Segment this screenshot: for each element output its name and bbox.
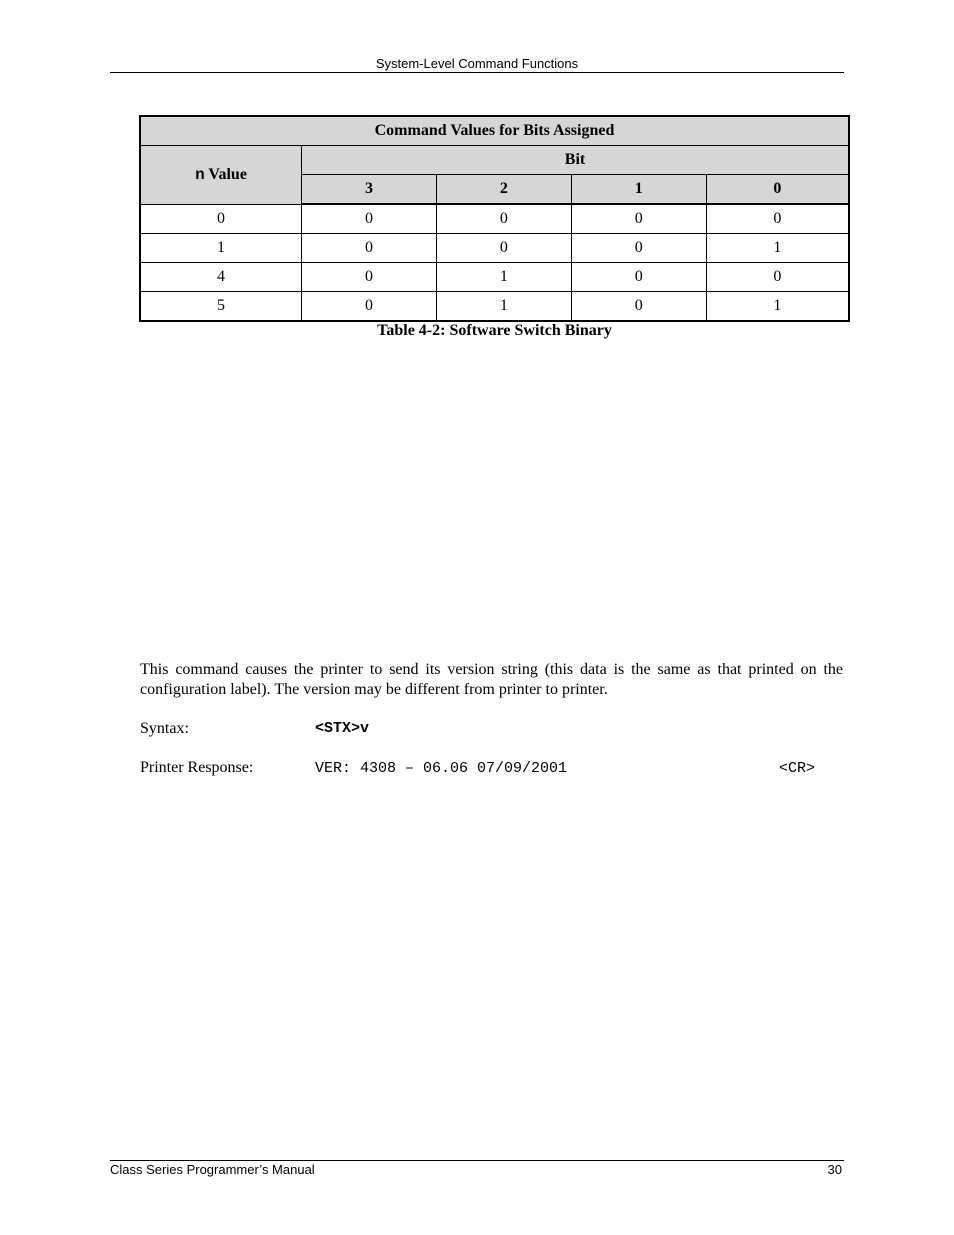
table-row (140, 204, 849, 234)
table-cell: 1 (140, 234, 302, 263)
table-row (140, 292, 849, 322)
table-cell: 0 (571, 204, 706, 234)
printer-response-value: VER: 4308 – 06.06 07/09/2001 (315, 760, 568, 777)
bit-header: Bit (302, 146, 850, 175)
syntax-value: <STX>v (315, 720, 370, 737)
table-cell: 1 (436, 263, 571, 292)
footer-manual-title: Class Series Programmer’s Manual (110, 1162, 315, 1177)
table-cell: 0 (571, 292, 706, 322)
running-header: System-Level Command Functions (375, 56, 579, 71)
table-cell: 0 (436, 204, 571, 234)
n-value-text: Value (204, 165, 247, 183)
syntax-label: Syntax: (140, 720, 189, 737)
printer-response-label: Printer Response: (140, 759, 254, 776)
command-values-table (139, 115, 850, 322)
table-cell: 1 (436, 292, 571, 322)
table-row (140, 263, 849, 292)
table-cell: 0 (571, 263, 706, 292)
table-cell: 0 (302, 292, 437, 322)
table-cell: 0 (302, 234, 437, 263)
table-cell: 4 (140, 263, 302, 292)
table-cell: 1 (706, 234, 849, 263)
n-code: n (195, 165, 205, 184)
table-caption: Table 4-2: Software Switch Binary (377, 322, 612, 339)
table-cell: 0 (302, 204, 437, 234)
header-rule (110, 72, 844, 73)
bit-column-header: 0 (706, 175, 849, 205)
description-paragraph: This command causes the printer to send its version string (this data is the same as that printed on the configuration label). The version may be different from printer to printer. (140, 661, 843, 698)
table-cell: 0 (571, 234, 706, 263)
table-cell: 1 (706, 292, 849, 322)
table-cell: 0 (706, 204, 849, 234)
table-cell: 0 (302, 263, 437, 292)
footer-page-number: 30 (827, 1162, 842, 1177)
table-title: Command Values for Bits Assigned (140, 116, 849, 146)
table-row (140, 234, 849, 263)
n-value-header (140, 146, 302, 205)
bit-column-header: 3 (302, 175, 437, 205)
response-terminator: <CR> (779, 760, 816, 777)
footer-rule (110, 1160, 844, 1161)
table-cell: 5 (140, 292, 302, 322)
table-cell: 0 (706, 263, 849, 292)
bit-column-header: 2 (436, 175, 571, 205)
table-cell: 0 (436, 234, 571, 263)
bit-column-header: 1 (571, 175, 706, 205)
table-cell: 0 (140, 204, 302, 234)
